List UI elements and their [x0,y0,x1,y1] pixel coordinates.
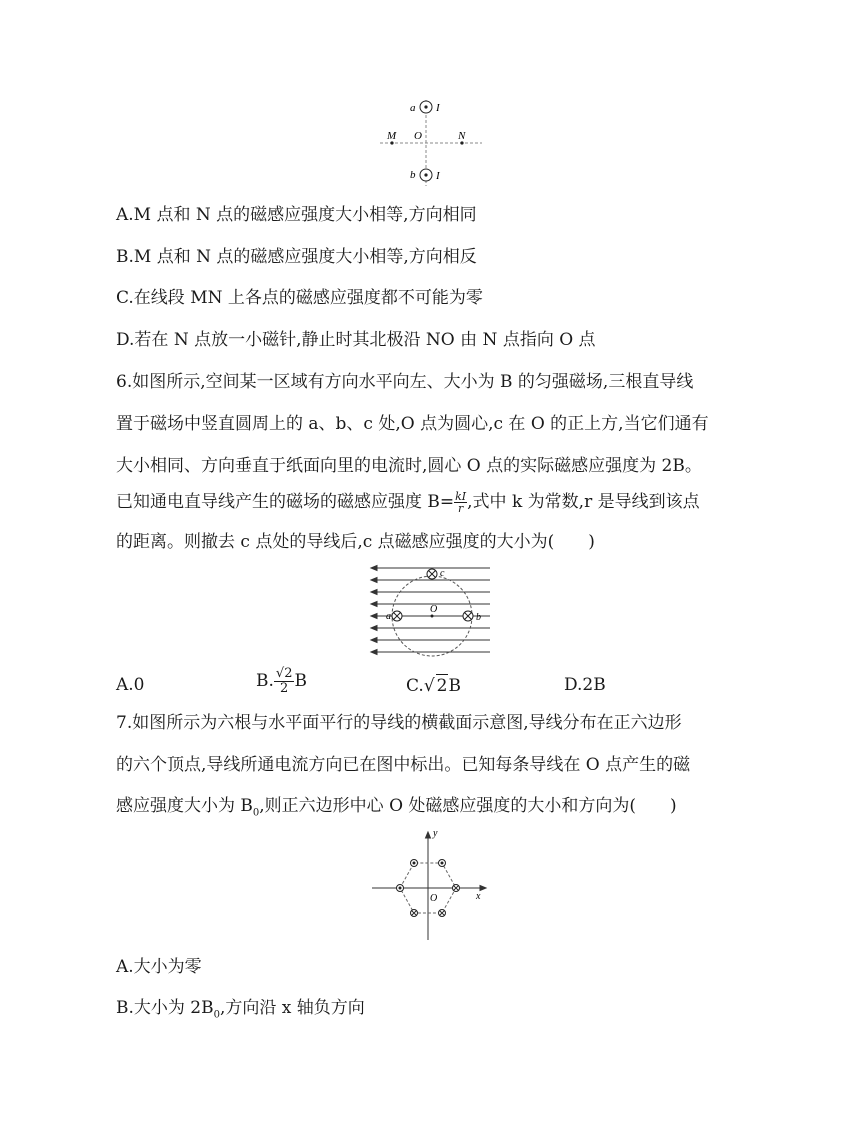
wire-a [392,611,402,621]
sqrt2-denominator: 2 [280,681,289,696]
q7-line3-sub: 0 [252,807,260,819]
label-I-top: I [436,102,440,114]
q6-stem-line-5: 的距离。则撤去 c 点处的导线后,c 点磁感应强度的大小为( ) [116,532,595,552]
label-N: N [458,130,466,142]
sqrt2-numerator: √2 [275,666,293,681]
axis-label-y: y [433,828,438,839]
q6-option-c[interactable] [406,674,461,697]
label-b: b [410,169,416,181]
label-I-bottom: I [436,170,440,182]
q5-option-a[interactable]: A.M 点和 N 点的磁感应强度大小相等,方向相同 [116,205,477,225]
q6-option-a[interactable]: A.0 [116,675,145,695]
q7-option-b-post: ,方向沿 x 轴负方向 [219,998,365,1018]
wire-b [463,611,473,621]
label-a-wire: a [386,611,391,622]
label-c: c [440,568,445,579]
sqrt2-over-2 [274,667,295,696]
figure-hexagon-wires [370,826,490,942]
q5-option-c[interactable]: C.在线段 MN 上各点的磁感应强度都不可能为零 [116,288,483,308]
q6-option-b-prefix: B. [256,671,274,691]
q7-option-b-sub: 0 [213,1009,220,1021]
q6-line4-pre: 已知通电直导线产生的磁场的磁感应强度 B= [116,492,455,512]
axis-label-x: x [476,891,481,902]
wire-a-dot [424,105,427,108]
sqrt-radicand: 2 [436,676,448,696]
label-a: a [410,102,416,114]
formula-kI-over-r [454,491,467,514]
label-O-center: O [430,604,438,615]
q6-option-d[interactable]: D.2B [564,675,606,695]
q6-stem-line-3: 大小相同、方向垂直于纸面向里的电流时,圆心 O 点的实际磁感应强度为 2B。 [116,456,702,476]
label-O: O [414,130,422,142]
figure-three-wires-field [364,560,494,660]
label-M: M [387,130,397,142]
wire-b-dot [424,173,427,176]
q7-option-b[interactable] [116,997,365,1026]
q6-stem-line-4 [116,491,700,514]
q6-option-c-prefix: C. [406,676,424,696]
q5-option-b[interactable]: B.M 点和 N 点的磁感应强度大小相等,方向相反 [116,247,477,267]
q7-stem-line-1: 7.如图所示为六根与水平面平行的导线的横截面示意图,导线分布在正六边形 [116,713,682,733]
q7-option-a[interactable]: A.大小为零 [116,957,202,977]
q6-option-b[interactable] [256,667,307,696]
q7-line3-post: ,则正六边形中心 O 处磁感应强度的大小和方向为( ) [259,796,677,816]
label-O-hex: O [430,893,438,904]
wire-c [427,569,437,579]
figure-two-wires [376,96,486,188]
q6-stem-line-1: 6.如图所示,空间某一区域有方向水平向左、大小为 B 的匀强磁场,三根直导线 [116,372,694,392]
frac-numerator: kI [455,490,467,503]
axes [372,832,486,940]
q6-stem-line-2: 置于磁场中竖直圆周上的 a、b、c 处,O 点为圆心,c 在 O 的正上方,当它们通有 [116,414,709,434]
q6-line4-post: ,式中 k 为常数,r 是导线到该点 [467,492,700,512]
q6-option-b-suffix: B [294,671,307,691]
q5-option-d[interactable]: D.若在 N 点放一小磁针,静止时其北极沿 NO 由 N 点指向 O 点 [116,330,596,350]
q6-option-c-suffix: B [448,676,461,696]
q7-stem-line-3 [116,795,677,824]
sqrt-symbol: √ [423,676,435,696]
frac-denominator: r [458,502,464,515]
q7-option-b-pre: B.大小为 2B [116,998,214,1018]
q7-stem-line-2: 的六个顶点,导线所通电流方向已在图中标出。已知每条导线在 O 点产生的磁 [116,755,691,775]
label-b-wire: b [476,612,481,623]
q7-line3-pre: 感应强度大小为 B [116,796,253,816]
